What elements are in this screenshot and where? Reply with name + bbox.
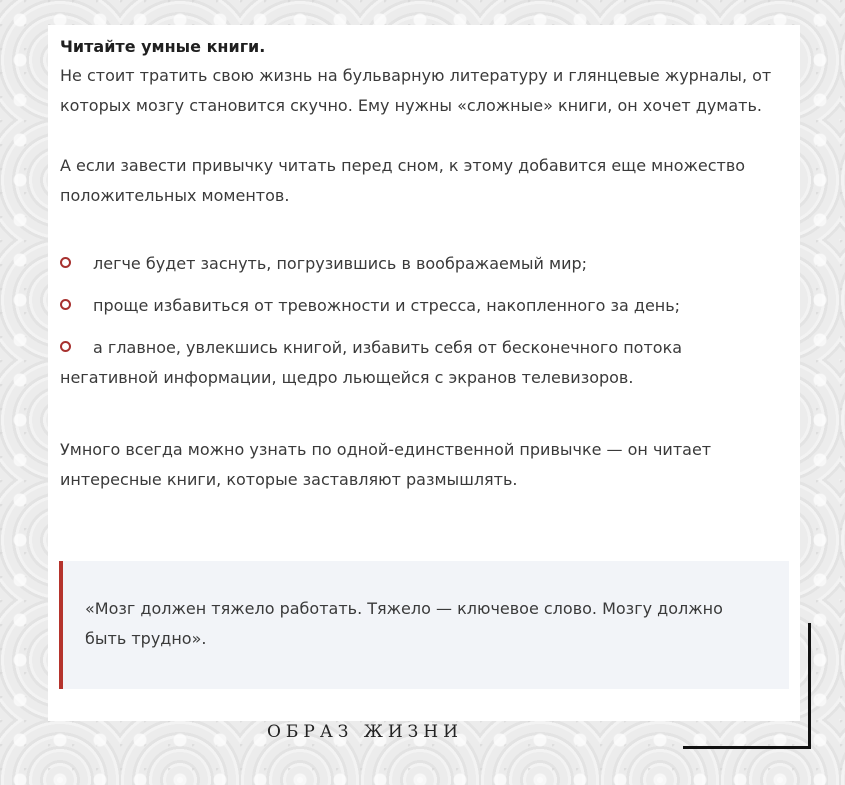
bullet-circle-icon: [60, 341, 71, 352]
conclusion-paragraph: Умного всегда можно узнать по одной-единственной привычке — он читает интересные книги, которые заставляют размышлять.: [60, 440, 712, 489]
list-item: [60, 333, 780, 393]
benefits-list: [60, 249, 780, 393]
blockquote: [59, 561, 789, 689]
corner-frame-horizontal: [683, 746, 811, 749]
quote-text: «Мозг должен тяжело работать. Тяжело — ключевое слово. Мозгу должно быть трудно».: [85, 599, 723, 648]
article-heading: Читайте умные книги.: [60, 37, 266, 56]
list-item-text: легче будет заснуть, погрузившись в воображаемый мир;: [93, 254, 588, 273]
article-card: [48, 25, 800, 721]
list-item: [60, 291, 780, 321]
bullet-circle-icon: [60, 299, 71, 310]
list-item-text: проще избавиться от тревожности и стресса, накопленного за день;: [93, 296, 681, 315]
list-item-text: а главное, увлекшись книгой, избавить себя от бесконечного потока негативной информации, щедро льющейся с экранов телевизоров.: [60, 338, 683, 387]
bullet-circle-icon: [60, 257, 71, 268]
category-label: ОБРАЗ ЖИЗНИ: [267, 722, 463, 742]
habit-paragraph: А если завести привычку читать перед сном, к этому добавится еще множество положительных моментов.: [60, 156, 746, 205]
intro-paragraph: Не стоит тратить свою жизнь на бульварную литературу и глянцевые журналы, от которых мозгу становится скучно. Ему нужны «сложные» книги, он хочет думать.: [60, 66, 772, 115]
list-item: [60, 249, 780, 279]
corner-frame-vertical: [808, 623, 811, 749]
article-body: [60, 35, 780, 495]
